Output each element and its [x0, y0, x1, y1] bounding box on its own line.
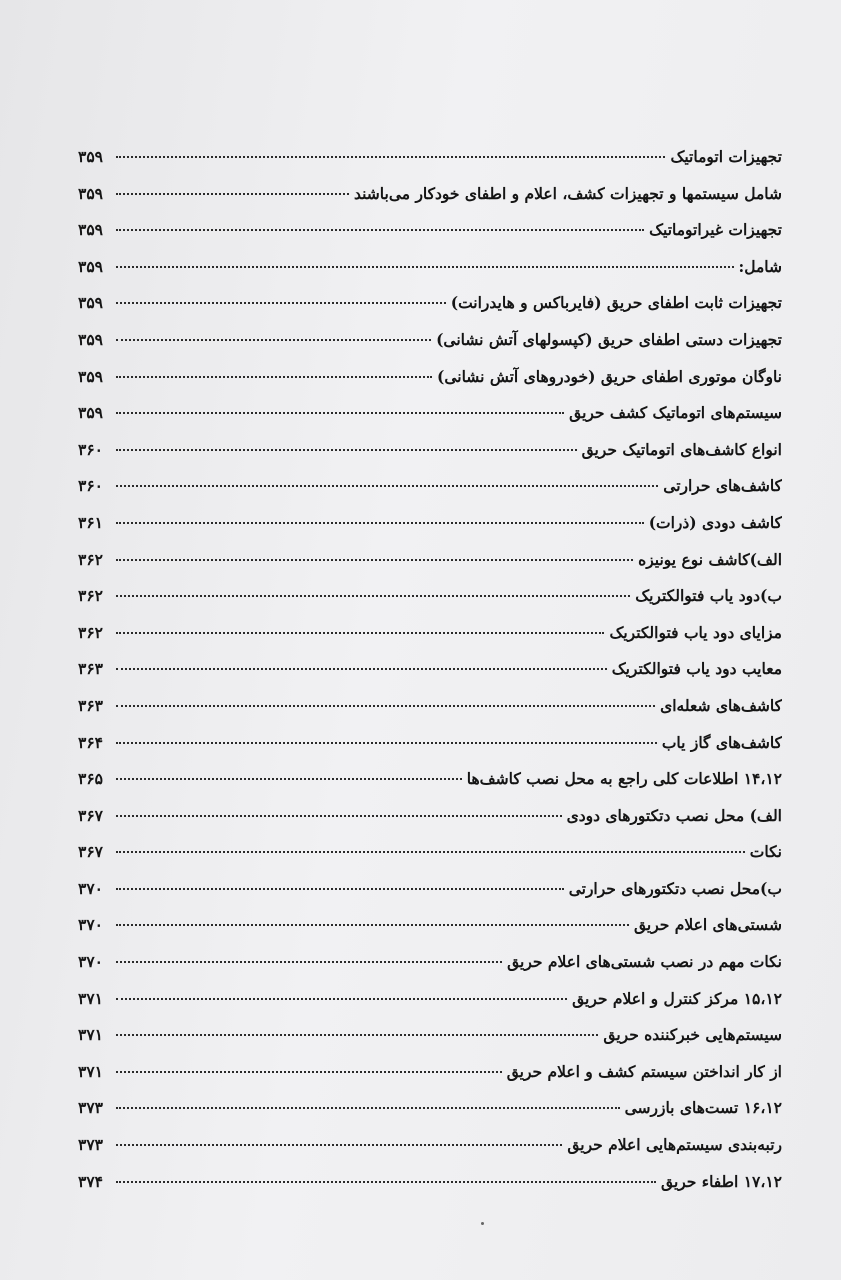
toc-entry: [78, 879, 782, 916]
toc-entry-page-number: ۳۶۱: [78, 512, 103, 532]
toc-entry-title: ۱۶،۱۲ تست‌های بازرسی: [624, 1098, 782, 1118]
toc-entry-title: ب)محل نصب دتکتورهای حرارتی: [568, 878, 782, 898]
toc-entry-page-number: ۳۵۹: [78, 403, 103, 423]
toc-entry-page-number: ۳۷۱: [78, 1061, 103, 1081]
toc-entry: [78, 769, 782, 806]
toc-entry-title: تجهیزات ثابت اطفای حریق (فایرباکس و هایدرانت): [450, 293, 782, 313]
toc-entry: [78, 733, 782, 770]
dot-leader: [116, 888, 564, 890]
toc-entry: [78, 586, 782, 623]
toc-entry-title: الف) محل نصب دتکتورهای دودی: [566, 805, 782, 825]
toc-entry-page-number: ۳۶۲: [78, 586, 103, 606]
dot-leader: [116, 1034, 598, 1036]
toc-entry-title: رتبه‌بندی سیستم‌هایی اعلام حریق: [567, 1135, 782, 1155]
dot-leader: [116, 815, 562, 817]
toc-entry: [78, 403, 782, 440]
toc-entry: [78, 1172, 782, 1209]
toc-entry-title: معایب دود یاب فتوالکتریک: [611, 659, 782, 679]
toc-entry-page-number: ۳۵۹: [78, 147, 103, 166]
dot-leader: [116, 778, 462, 780]
toc-entry-page-number: ۳۶۵: [78, 769, 103, 789]
toc-entry-title: ۱۵،۱۲ مرکز کنترل و اعلام حریق: [572, 988, 782, 1008]
toc-entry-title: از کار انداختن سیستم کشف و اعلام حریق: [506, 1061, 782, 1081]
toc-entry-title: الف)کاشف نوع یونیزه: [638, 549, 782, 569]
dot-leader: [116, 705, 655, 707]
toc-entry-page-number: ۳۶۳: [78, 695, 103, 715]
toc-entry-page-number: ۳۶۷: [78, 842, 103, 862]
toc-entry-title: نکات: [749, 842, 782, 862]
toc-entry-title: سیستم‌هایی خبرکننده حریق: [603, 1025, 782, 1045]
toc-entry-title: شامل:: [738, 256, 782, 276]
toc-entry-title: کاشف‌های شعله‌ای: [660, 695, 782, 715]
dot-leader: [116, 632, 604, 634]
toc-entry-title: نکات مهم در نصب شستی‌های اعلام حریق: [507, 952, 782, 972]
toc-entry-title: ۱۴،۱۲ اطلاعات کلی راجع به محل نصب کاشف‌ها: [466, 769, 782, 789]
toc-entry: [78, 184, 782, 221]
toc-entry-page-number: ۳۶۴: [78, 732, 103, 752]
toc-entry-title: کاشف دودی (ذرات): [648, 512, 782, 532]
dot-leader: [116, 1144, 562, 1146]
toc-entry-page-number: ۳۶۲: [78, 622, 103, 642]
dot-leader: [116, 998, 567, 1000]
toc-entry-title: کاشف‌های گاز یاب: [661, 732, 782, 752]
dot-leader: [116, 961, 502, 963]
toc-entry: [78, 513, 782, 550]
toc-entry: [78, 550, 782, 587]
dot-leader: [116, 485, 658, 487]
dot-leader: [116, 1071, 502, 1073]
toc-entry-page-number: ۳۵۹: [78, 220, 103, 240]
dot-leader: [116, 266, 734, 268]
toc-entry-page-number: ۳۵۹: [78, 293, 103, 313]
page-mark: [481, 1222, 484, 1225]
table-of-contents: [78, 147, 782, 1208]
toc-entry-page-number: ۳۷۱: [78, 988, 103, 1008]
toc-entry-title: ب)دود یاب فتوالکتریک: [635, 586, 782, 606]
toc-entry-page-number: ۳۷۴: [78, 1171, 103, 1191]
dot-leader: [116, 412, 564, 414]
toc-entry: [78, 842, 782, 879]
toc-entry: [78, 915, 782, 952]
toc-entry-title: تجهیزات اتوماتیک: [670, 147, 782, 166]
dot-leader: [116, 595, 630, 597]
dot-leader: [116, 193, 349, 195]
toc-entry-page-number: ۳۶۳: [78, 659, 103, 679]
toc-entry: [78, 1098, 782, 1135]
toc-entry-page-number: ۳۶۰: [78, 476, 103, 496]
toc-entry-page-number: ۳۷۰: [78, 915, 103, 935]
toc-entry: [78, 293, 782, 330]
toc-entry: [78, 220, 782, 257]
toc-entry: [78, 367, 782, 404]
toc-entry: [78, 476, 782, 513]
toc-entry-title: ۱۷،۱۲ اطفاء حریق: [661, 1171, 782, 1191]
toc-entry-title: ناوگان موتوری اطفای حریق (خودروهای آتش نشانی): [437, 366, 782, 386]
dot-leader: [116, 559, 633, 561]
toc-entry-page-number: ۳۶۲: [78, 549, 103, 569]
dot-leader: [116, 449, 577, 451]
toc-entry-title: سیستم‌های اتوماتیک کشف حریق: [569, 403, 782, 423]
toc-entry: [78, 1025, 782, 1062]
toc-entry-page-number: ۳۶۷: [78, 805, 103, 825]
toc-entry: [78, 623, 782, 660]
dot-leader: [116, 376, 432, 378]
dot-leader: [116, 924, 629, 926]
toc-entry-title: کاشف‌های حرارتی: [663, 476, 782, 496]
toc-entry-page-number: ۳۷۱: [78, 1025, 103, 1045]
toc-entry-page-number: ۳۵۹: [78, 366, 103, 386]
dot-leader: [116, 302, 446, 304]
toc-entry-page-number: ۳۷۳: [78, 1135, 103, 1155]
dot-leader: [116, 229, 644, 231]
toc-entry: [78, 1135, 782, 1172]
toc-entry-title: انواع کاشف‌های اتوماتیک حریق: [581, 439, 782, 459]
dot-leader: [116, 522, 644, 524]
toc-entry-title: شامل سیستمها و تجهیزات کشف، اعلام و اطفای خودکار می‌باشند: [353, 183, 782, 203]
toc-entry: [78, 989, 782, 1026]
dot-leader: [116, 1181, 656, 1183]
toc-entry: [78, 257, 782, 294]
toc-entry: [78, 806, 782, 843]
toc-entry: [78, 659, 782, 696]
toc-entry-page-number: ۳۷۳: [78, 1098, 103, 1118]
toc-entry-page-number: ۳۷۰: [78, 878, 103, 898]
toc-entry: [78, 1062, 782, 1099]
toc-entry-page-number: ۳۷۰: [78, 952, 103, 972]
toc-entry-page-number: ۳۵۹: [78, 183, 103, 203]
dot-leader: [116, 1107, 620, 1109]
dot-leader: [116, 156, 665, 158]
toc-entry-title: تجهیزات دستی اطفای حریق (کپسولهای آتش نشانی): [436, 329, 782, 349]
toc-entry-page-number: ۳۵۹: [78, 329, 103, 349]
dot-leader: [116, 339, 431, 341]
dot-leader: [116, 851, 745, 853]
toc-entry: [78, 330, 782, 367]
toc-entry: [78, 696, 782, 733]
toc-entry-title: مزایای دود یاب فتوالکتریک: [609, 622, 782, 642]
toc-entry: [78, 952, 782, 989]
toc-entry-page-number: ۳۶۰: [78, 439, 103, 459]
dot-leader: [116, 668, 607, 670]
toc-entry: [78, 440, 782, 477]
dot-leader: [116, 742, 657, 744]
toc-entry-title: تجهیزات غیراتوماتیک: [649, 220, 782, 240]
toc-entry-page-number: ۳۵۹: [78, 256, 103, 276]
toc-entry: [78, 147, 782, 184]
toc-entry-title: شستی‌های اعلام حریق: [633, 915, 782, 935]
